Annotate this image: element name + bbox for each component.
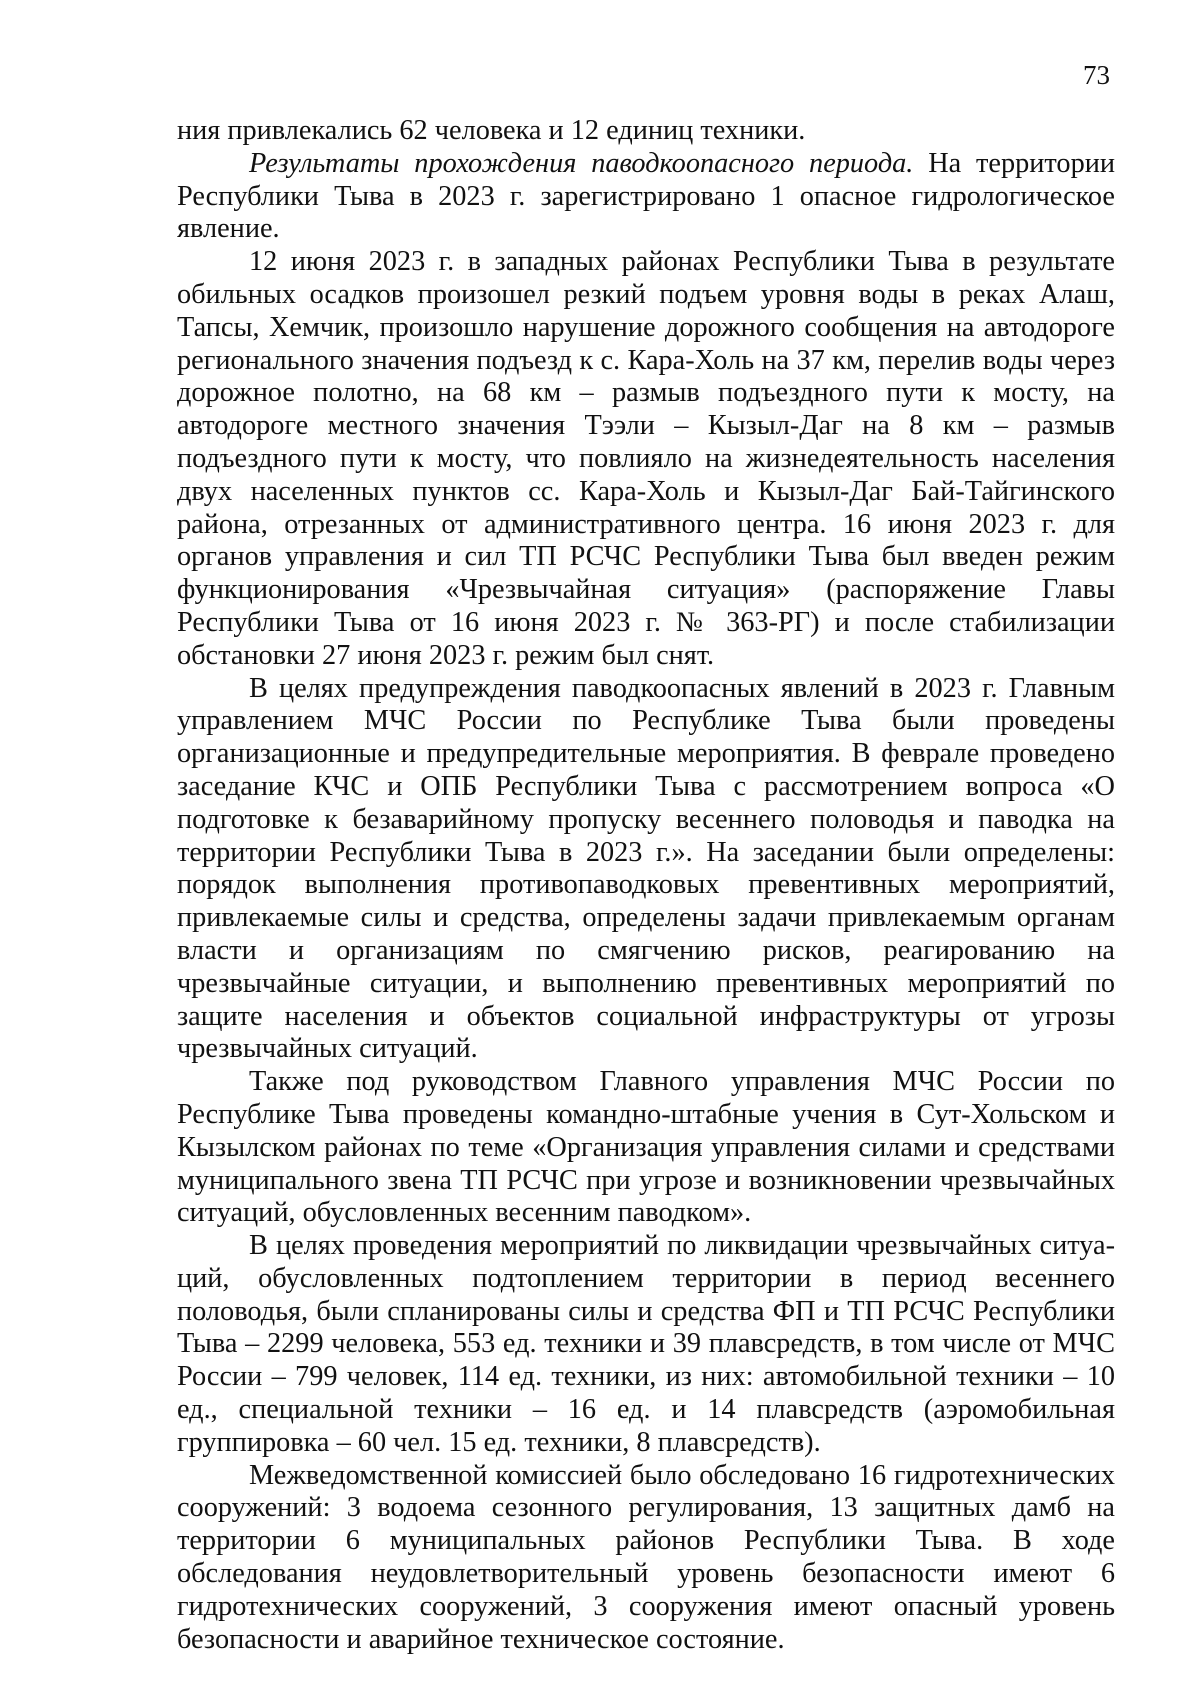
paragraph-continuation: ния привлекались 62 человека и 12 единиц техники.: [177, 115, 806, 146]
paragraph-forces-planned: В целях проведения мероприятий по ликвидации чрезвычайных ситуаций, обусловленных подтоплением территории в период весеннего половодья, были спланированы силы и средства ФП и ТП РСЧС Республики Тыва – 2299 человека, 553 ед. техники и 39 плавсредств, в том числе от МЧС России – 799 человек, 114 ед. техники, из них: автомобильной техники – 10 ед., специальной техники – 16 ед. и 14 плавсредств (аэромобильная группировка – 60 чел. 15 ед. техники, 8 плавсредств).: [177, 1230, 1115, 1458]
section-heading-italic: Результаты прохождения паводкоопасного периода.: [249, 147, 914, 179]
paragraph-hydraulic-structures: Межведомственной комиссией было обследовано 16 гидротехнических сооружений: 3 водоема сезонного регулирования, 13 защитных дамб на территории 6 муниципальных районов Республики Тыва. В ходе обследования неудовлетворительный уровень безопасности имеют 6 гидротехнических сооружений, 3 сооружения имеют опасный уровень безопасности и аварийное техническое состояние.: [177, 1459, 1115, 1655]
document-body: [177, 115, 1115, 1656]
paragraph-prevention-measures: В целях предупреждения паводкоопасных явлений в 2023 г. Главным управлением МЧС России по Республике Тыва были проведены организационные и предупредительные мероприятия. В феврале проведено заседание КЧС и ОПБ Республики Тыва с рассмотрением вопроса «О подготовке к безаварийному пропуску весеннего половодья и паводка на территории Республики Тыва в 2023 г.». На заседании были определены: порядок выполнения противопаводковых превентивных мероприятий, привлекаемые силы и средства, определены задачи привлекаемым органам власти и организациям по смягчению рисков, реагированию на чрезвычайные ситуации, и выполнению превентивных мероприятий по защите населения и объектов социальной инфраструктуры от угрозы чрезвычайных ситуаций.: [177, 672, 1115, 1065]
paragraph-command-exercises: Также под руководством Главного управления МЧС России по Республике Тыва проведены командно-штабные учения в Сут-Хольском и Кызылском районах по теме «Организация управления силами и средствами муниципального звена ТП РСЧС при угрозе и возникновении чрезвычайных ситуаций, обусловленных весенним паводком».: [177, 1066, 1115, 1229]
paragraph-results: [177, 148, 1115, 246]
paragraph-june-flood: 12 июня 2023 г. в западных районах Республики Тыва в результате обильных осадков произошел резкий подъем уровня воды в реках Алаш, Тапсы, Хемчик, произошло нарушение дорожного сообщения на автодороге регионального значения подъезд к с. Кара-Холь на 37 км, перелив воды через дорожное полотно, на 68 км – размыв подъездного пути к мосту, на автодороге местного значения Тээли – Кызыл-Даг на 8 км – размыв подъездного пути к мосту, что повлияло на жизнедеятельность населения двух населенных пунктов сс. Кара-Холь и Кызыл-Даг Бай-Тайгинского района, отрезанных от административного центра. 16 июня 2023 г. для органов управления и сил ТП РСЧС Республики Тыва был введен режим функционирования «Чрезвычайная ситуация» (распоряжение Главы Республики Тыва от 16 июня 2023 г. № 363-РГ) и после стабилизации обстановки 27 июня 2023 г. режим был снят.: [177, 246, 1115, 671]
paragraph-results-text: На территории Республики Тыва в 2023 г. зарегистрировано 1 опасное гидрологическое явление.: [177, 147, 1116, 245]
page-number: 73: [1083, 60, 1110, 90]
